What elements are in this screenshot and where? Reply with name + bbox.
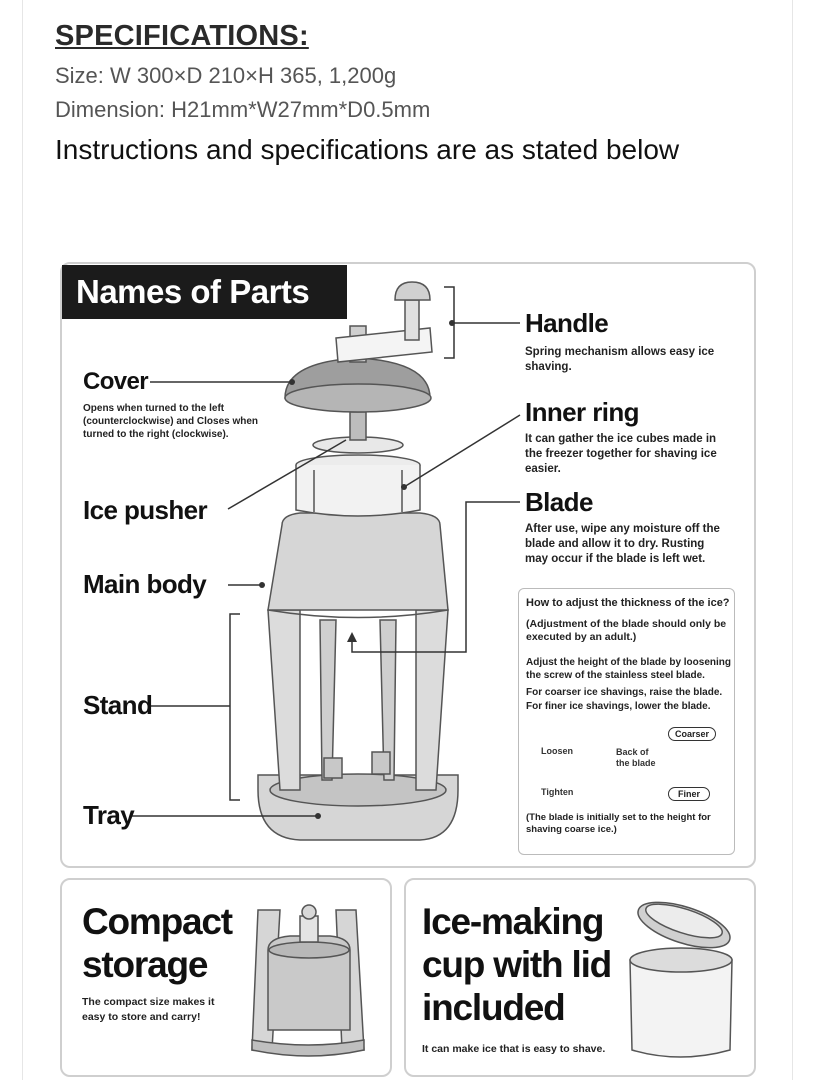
blade-description: After use, wipe any moisture off the blade and allow it to dry. Rusting may occur if the blade is left wet. xyxy=(525,523,720,565)
names-of-parts-heading: Names of Parts xyxy=(62,265,347,319)
blade-label: Blade xyxy=(525,487,593,517)
adjust-step-2: For coarser ice shavings, raise the blade. xyxy=(526,687,723,698)
compact-storage-title: Compact storage xyxy=(82,901,232,985)
cover-description: Opens when turned to the left (counterclockwise) and Closes when turned to the right (clockwise). xyxy=(83,403,259,440)
ice-cup-description: It can make ice that is easy to shave. xyxy=(422,1043,606,1055)
loosen-label: Loosen xyxy=(541,746,574,756)
cover-label: Cover xyxy=(83,368,149,395)
ice-pusher-label: Ice pusher xyxy=(83,495,208,525)
adjust-initial-note: (The blade is initially set to the height for shaving coarse ice.) xyxy=(526,812,711,835)
compact-storage-description: The compact size makes it easy to store and carry! xyxy=(82,996,215,1023)
spec-note: Instructions and specifications are as stated below xyxy=(55,134,680,165)
adjust-adult-note: (Adjustment of the blade should only be executed by an adult.) xyxy=(526,618,727,643)
adjust-step-1: Adjust the height of the blade by loosening the screw of the stainless steel blade. xyxy=(526,657,731,681)
spec-dimension: Dimension: H21mm*W27mm*D0.5mm xyxy=(55,97,431,122)
coarser-tag: Coarser xyxy=(668,727,716,741)
spec-size: Size: W 300×D 210×H 365, 1,200g xyxy=(55,63,397,88)
finer-tag: Finer xyxy=(668,787,710,801)
main-body-label: Main body xyxy=(83,569,207,599)
back-of-blade-label: Back of the blade xyxy=(616,747,656,768)
stand-label: Stand xyxy=(83,690,153,720)
tighten-label: Tighten xyxy=(541,787,574,797)
handle-description: Spring mechanism allows easy ice shaving. xyxy=(525,346,715,373)
inner-ring-label: Inner ring xyxy=(525,397,639,427)
specifications-title: SPECIFICATIONS: xyxy=(55,20,309,52)
tray-label: Tray xyxy=(83,800,135,830)
inner-ring-description: It can gather the ice cubes made in the freezer together for shaving ice easier. xyxy=(525,433,717,475)
ice-cup-title: Ice-making cup with lid included xyxy=(422,901,612,1028)
handle-label: Handle xyxy=(525,308,609,338)
adjust-title: How to adjust the thickness of the ice? xyxy=(526,597,730,609)
adjust-step-3: For finer ice shavings, lower the blade. xyxy=(526,701,711,712)
